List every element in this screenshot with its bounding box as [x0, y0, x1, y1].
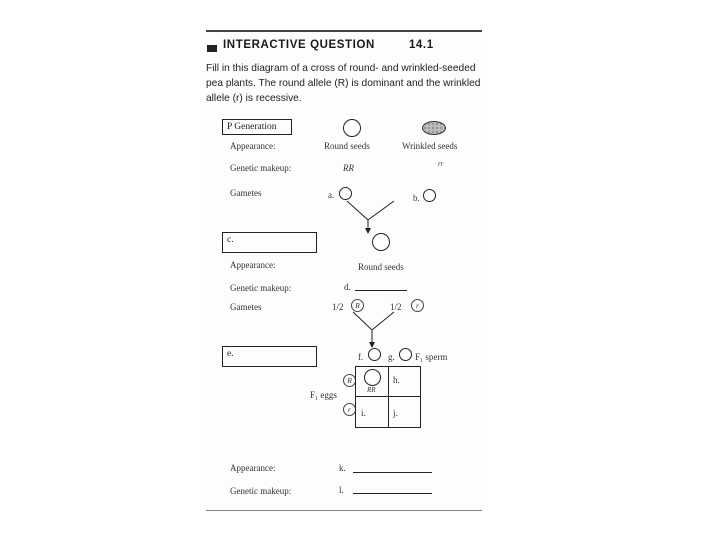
wrinkled-seeds-label: Wrinkled seeds — [402, 141, 458, 151]
cell-rr-seed-icon — [364, 369, 381, 386]
blank-l-line[interactable] — [353, 493, 432, 494]
p-generation-label: P Generation — [227, 122, 277, 132]
bottom-rule — [206, 510, 482, 511]
f2-box-label: e. — [227, 349, 234, 359]
cell-rr-genotype: RR — [367, 386, 376, 394]
bottom-genetic-label: Genetic makeup: — [230, 486, 292, 496]
blank-k-label: k. — [339, 463, 346, 473]
wrinkled-genotype: rr — [438, 160, 444, 168]
blank-d-label: d. — [344, 282, 351, 292]
p-appearance-label: Appearance: — [230, 141, 276, 151]
f1-sperm-label: F₁ sperm — [415, 352, 448, 362]
cross-arrows — [206, 30, 482, 512]
worksheet-page — [206, 30, 482, 512]
sperm-g-answer[interactable] — [399, 348, 412, 361]
bottom-appearance-label: Appearance: — [230, 463, 276, 473]
blank-l-label: l. — [339, 485, 344, 495]
header-number: 14.1 — [408, 39, 434, 51]
f1-round-seed-icon — [372, 233, 390, 251]
f1-box-label: c. — [227, 235, 234, 245]
f1-gametes-label: Gametes — [230, 302, 262, 312]
f2-answer-box[interactable] — [222, 346, 317, 367]
egg-allele-2: r — [343, 403, 356, 416]
blank-b-label: b. — [413, 193, 420, 203]
f1-round-label: Round seeds — [358, 262, 404, 272]
f1-answer-box[interactable] — [222, 232, 317, 253]
header-title: INTERACTIVE QUESTION — [223, 39, 375, 51]
blank-d-line[interactable] — [355, 290, 407, 291]
round-seeds-label: Round seeds — [324, 141, 370, 151]
blank-a-label: a. — [328, 190, 335, 200]
blank-k-line[interactable] — [353, 472, 432, 473]
gamete-right-fraction: 1/2 — [390, 302, 402, 312]
blank-f-label: f. — [358, 352, 364, 362]
punnett-square — [355, 366, 421, 428]
gamete-right-allele: r — [411, 299, 424, 312]
egg-allele-1: R — [343, 374, 356, 387]
gamete-left-allele: R — [351, 299, 364, 312]
f1-genetic-label: Genetic makeup: — [230, 283, 292, 293]
sperm-f-answer[interactable] — [368, 348, 381, 361]
gamete-left-fraction: 1/2 — [332, 302, 344, 312]
f1-appearance-label: Appearance: — [230, 260, 276, 270]
cell-j-label[interactable]: j. — [393, 408, 398, 418]
p-genetic-label: Genetic makeup: — [230, 163, 292, 173]
p-gametes-label: Gametes — [230, 188, 262, 198]
cell-i-label[interactable]: i. — [361, 408, 366, 418]
f1-eggs-label: F₁ eggs — [310, 390, 337, 400]
cell-h-label[interactable]: h. — [393, 375, 400, 385]
intro-text: Fill in this diagram of a cross of round- and wrinkled-seeded pea plants. The round allele (R) is dominant and the wrinkled allele (r) is recessive. — [206, 63, 481, 104]
round-genotype: RR — [343, 163, 354, 173]
blank-g-label: g. — [388, 352, 395, 362]
